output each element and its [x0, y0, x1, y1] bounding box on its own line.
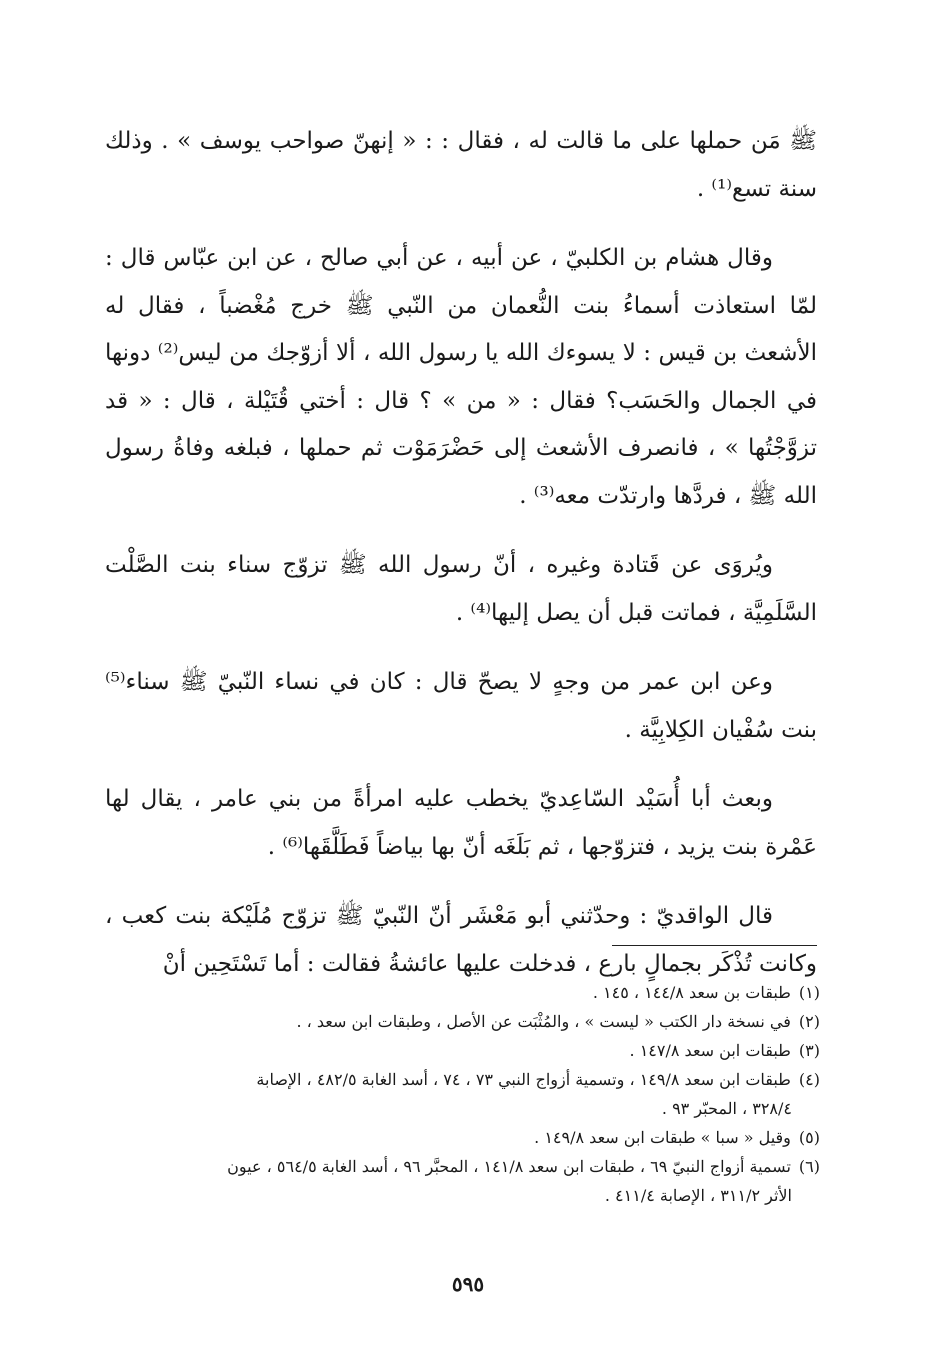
footnote-2 — [115, 1007, 820, 1036]
paragraph-6: قال الواقديّ : وحدّثني أبو مَعْشَر أنّ النّبيّ ﷺ تزوّج مُلَيْكة بنت كعب ، وكانت تُذْكَر بجمالٍ بارع ، فدخلت عليها عائشةُ فقالت : أما تَسْتَحِين أنْ — [105, 903, 817, 977]
footnote-continuation: الأثر ٣١١/٢ ، الإصابة ٤١١/٤ . — [604, 1186, 792, 1205]
paragraph-5: وبعث أبا أُسَيْد السّاعِديّ يخطب عليه امرأةً من بني عامر ، يقال لها عَمْرة بنت يزيد ، فتزوّجها ، ثم بَلَغَه أنّ بها بياضاً فَطَلَّقَها⁽⁶⁾ . — [105, 786, 817, 860]
footnote-number: (١) — [798, 983, 820, 1002]
main-text-body — [105, 118, 817, 1010]
paragraph-2: وقال هشام بن الكلبيّ ، عن أبيه ، عن أبي صالح ، عن ابن عبّاس قال : لمّا استعاذت أسماءُ بنت النُّعمان من النّبي ﷺ خرج مُغْضباً ، فقال له الأشعث بن قيس : لا يسوءك الله يا رسول الله ، ألا أزوّجك من ليس⁽²⁾ دونها في الجمال والحَسَب؟ فقال : « من » ؟ قال : أختي قُتَيْلة ، قال : « قد تزوَّجْتُها » ، فانصرف الأشعث إلى حَضْرَمَوْت ثم حملها ، فبلغه وفاةُ رسول الله ﷺ ، فردَّها وارتدّت معه⁽³⁾ . — [105, 245, 817, 509]
footnote-text: طبقات ابن سعد ١٤٩/٨ ، وتسمية أزواج النبي ٧٣ ، ٧٤ ، أسد الغابة ٤٨٢/٥ ، الإصابة — [256, 1070, 791, 1089]
footnote-4 — [115, 1065, 820, 1123]
footnote-text: في نسخة دار الكتب « ليست » ، والمُثْبَت عن الأصل ، وطبقات ابن سعد ، . — [296, 1012, 791, 1031]
footnote-1 — [115, 978, 820, 1007]
paragraph-3: ويُروَى عن قَتادة وغيره ، أنّ رسول الله ﷺ تزوّج سناء بنت الصَّلْت السَّلَمِيَّة ، فماتت قبل أن يصل إليها⁽⁴⁾ . — [105, 552, 817, 626]
footnote-number: (٥) — [798, 1128, 820, 1147]
page-number: ٥٩٥ — [451, 1272, 485, 1296]
footnote-number: (٤) — [798, 1070, 820, 1089]
paragraph-4: وعن ابن عمر من وجهٍ لا يصحّ قال : كان في نساء النّبيّ ﷺ سناء⁽⁵⁾ بنت سُفْيان الكِلابِيَّة . — [105, 669, 817, 743]
footnote-5 — [115, 1123, 820, 1152]
footnote-6 — [115, 1152, 820, 1210]
footnote-3 — [115, 1036, 820, 1065]
footnote-text: طبقات بن سعد ١٤٤/٨ ، ١٤٥ . — [592, 983, 791, 1002]
footnote-number: (٦) — [798, 1157, 820, 1176]
footnote-text: تسمية أزواج النبيّ ٦٩ ، طبقات ابن سعد ١٤١/٨ ، المحبَّر ٩٦ ، أسد الغابة ٥٦٤/٥ ، عيون — [227, 1157, 791, 1176]
footnote-number: (٢) — [798, 1012, 820, 1031]
footnotes — [115, 978, 820, 1210]
footnote-text: طبقات ابن سعد ١٤٧/٨ . — [629, 1041, 791, 1060]
footnote-separator — [612, 945, 817, 946]
paragraph-1: ﷺ مَن حملها على ما قالت له ، فقال : : « إنهنّ صواحب يوسف » . وذلك سنة تسع⁽¹⁾ . — [105, 128, 817, 202]
footnote-number: (٣) — [798, 1041, 820, 1060]
footnote-text: وقيل « سبا » طبقات ابن سعد ١٤٩/٨ . — [534, 1128, 791, 1147]
footnote-continuation: ٣٢٨/٤ ، المحبّر ٩٣ . — [661, 1099, 792, 1118]
